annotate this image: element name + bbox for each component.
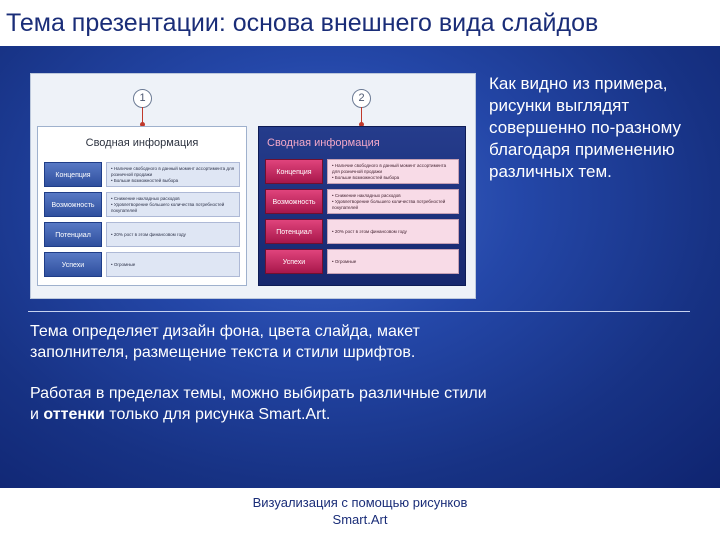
divider-line: [28, 311, 690, 312]
theme-example-card-2: [258, 126, 466, 286]
theme-example-card-1: [37, 126, 247, 286]
row-bullet: • Огромные: [111, 262, 235, 268]
card-row: [44, 192, 240, 217]
row-bullet: • Наличие свободного в данный момент ассортимента для розничной продажи: [111, 166, 235, 178]
callout-number-1: 1: [133, 89, 152, 108]
row-content: [106, 222, 240, 247]
card-row: [265, 249, 459, 274]
card-row: [44, 252, 240, 277]
bold-term: оттенки: [43, 406, 105, 423]
row-label: Успехи: [44, 252, 102, 277]
row-bullet: • Снижение накладных расходов: [332, 193, 454, 199]
card-row: [44, 222, 240, 247]
paragraph-theme-styles: [30, 383, 500, 425]
card-row: [44, 162, 240, 187]
card-row: [265, 189, 459, 214]
row-content: [327, 249, 459, 274]
row-bullet: • Больше возможностей выбора: [111, 178, 235, 184]
title-bar: [0, 0, 720, 46]
row-label: Успехи: [265, 249, 323, 274]
row-content: [327, 189, 459, 214]
row-label: Потенциал: [44, 222, 102, 247]
paragraph-theme-definition: Тема определяет дизайн фона, цвета слайда, макет заполнителя, размещение текста и стили шрифтов.: [30, 323, 420, 361]
row-bullet: • 20% рост в этом финансовом году: [111, 232, 235, 238]
paragraph-text: только для рисунка Smart.Art.: [104, 406, 331, 423]
footer-caption: Визуализация с помощью рисунков Smart.Art: [252, 495, 468, 527]
row-label: Концепция: [265, 159, 323, 184]
row-content: [327, 159, 459, 184]
slide-title: Тема презентации: основа внешнего вида слайдов: [6, 9, 599, 37]
row-bullet: • 20% рост в этом финансовом году: [332, 229, 454, 235]
row-content: [327, 219, 459, 244]
card-title: Сводная информация: [267, 137, 380, 149]
card-title: Сводная информация: [85, 137, 199, 149]
card-row: [265, 159, 459, 184]
smartart-example-picture: [30, 73, 476, 299]
row-label: Концепция: [44, 162, 102, 187]
paragraph-text: Работая в пределах темы, можно выбирать различные стили и: [30, 385, 487, 423]
row-bullet: • Удовлетворение большего количества потребностей покупателей: [332, 199, 454, 211]
callout-number-2: 2: [352, 89, 371, 108]
row-label: Возможность: [44, 192, 102, 217]
row-bullet: • Снижение накладных расходов: [111, 196, 235, 202]
side-description: Как видно из примера, рисунки выглядят совершенно по-разному благодаря применению различных тем.: [489, 74, 681, 181]
card-row: [265, 219, 459, 244]
row-label: Возможность: [265, 189, 323, 214]
row-content: [106, 252, 240, 277]
row-bullet: • Больше возможностей выбора: [332, 175, 454, 181]
row-content: [106, 192, 240, 217]
row-content: [106, 162, 240, 187]
row-bullet: • Огромные: [332, 259, 454, 265]
row-bullet: • Наличие свободного в данный момент ассортимента для розничной продажи: [332, 163, 454, 175]
row-bullet: • Удовлетворение большего количества потребностей покупателей: [111, 202, 235, 214]
row-label: Потенциал: [265, 219, 323, 244]
